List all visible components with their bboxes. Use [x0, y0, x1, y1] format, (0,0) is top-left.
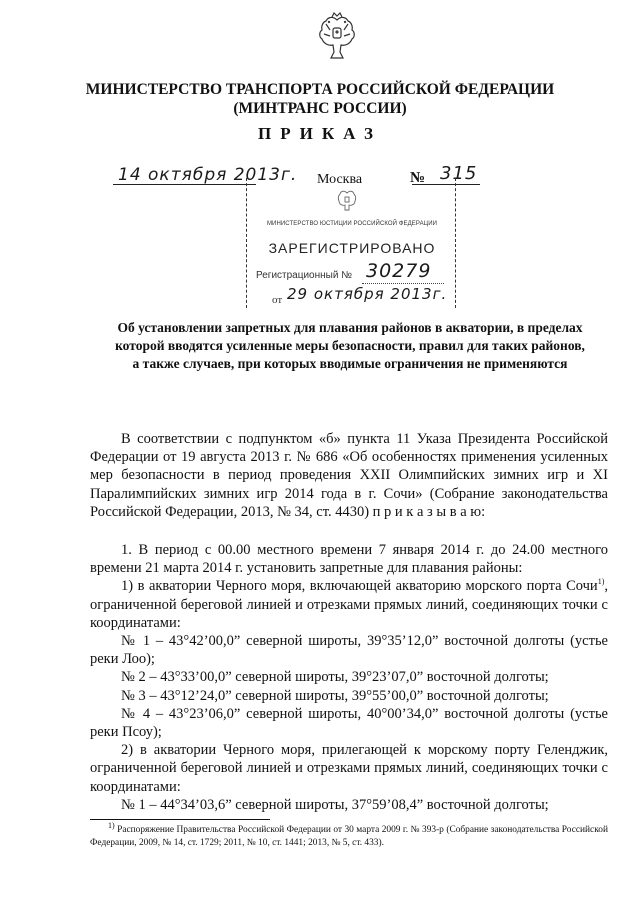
preamble-text: В соответствии с подпунктом «б» пункта 11 Указа Президента Российской Федерации от 19 августа 2013 г. № 686 «Об особенностях применения усиленных мер безопасности в период проведения XXII Олимпийских зимних игр и XI Паралимпийских зимних игр 2014 года в г. Сочи» (Собрание законодательства Российской Федерации, 2013, № 34, ст. 4430) п р и к а з ы в а ю: [90, 431, 608, 520]
order-title [90, 319, 610, 373]
subitem-1 [90, 577, 608, 632]
stamp-registration-label: Регистрационный № [256, 270, 352, 281]
coordinate-point: № 2 – 43°33’00,0” северной широты, 39°23’07,0” восточной долготы; [121, 669, 549, 686]
order-title-line: а также случаев, при которых вводимые ограничения не применяются [132, 356, 568, 371]
russian-double-headed-eagle-icon [316, 12, 358, 62]
coordinate-point: № 3 – 43°12’24,0” северной широты, 39°55’00,0” восточной долготы; [121, 687, 549, 704]
order-number: 315 [440, 163, 478, 184]
subitem-2: 2) в акватории Черного моря, прилегающей к морскому порту Геленджик, ограниченной береговой линией и отрезками прямых линий, соединяющих точки с координатами: [90, 742, 608, 795]
item-1: 1. В период с 00.00 местного времени 7 января 2014 г. до 24.00 местного времени 21 марта 2014 г. установить запретные для плавания районы: [90, 542, 608, 577]
coordinate-point: № 1 – 43°42’00,0” северной широты, 39°35’12,0” восточной долготы (устье реки Лоо); [90, 633, 608, 668]
subitem-1-text: 1) в акватории Черного моря, включающей акваторию морского порта Сочи [121, 578, 598, 595]
order-date: 14 октября 2013г. [118, 165, 298, 185]
stamp-organization: МИНИСТЕРСТВО ЮСТИЦИИ РОССИЙСКОЙ ФЕДЕРАЦИИ [266, 221, 438, 227]
subitem-1-text-cont: , ограниченной береговой линией и отрезками прямых линий, соединяющих точки с координатами: [90, 578, 608, 631]
order-body [90, 541, 608, 814]
footnote-text: Распоряжение Правительства Российской Федерации от 30 марта 2009 г. № 393-р (Собрание законодательства Российской Федерации, 2009, № 14, ст. 1729; 2011, № 10, ст. 1441; 2013, № 5, ст. 433). [90, 825, 608, 848]
order-heading: ПРИКАЗ [258, 124, 382, 143]
ministry-name: МИНИСТЕРСТВО ТРАНСПОРТА РОССИЙСКОЙ ФЕДЕРАЦИИ [85, 81, 555, 98]
stamp-registration-date: 29 октября 2013г. [287, 285, 448, 303]
number-sign: № [410, 170, 426, 186]
order-city: Москва [317, 172, 363, 187]
order-title-line: которой вводятся усиленные меры безопасности, правил для таких районов, [115, 338, 585, 353]
footnote-separator [90, 819, 270, 820]
coordinate-point: № 4 – 43°23’06,0” северной широты, 40°00’34,0” восточной долготы (устье реки Псоу); [90, 705, 608, 741]
stamp-registered: ЗАРЕГИСТРИРОВАНО [268, 240, 436, 256]
footnote [90, 820, 608, 849]
date-underline [113, 184, 256, 185]
ministry-abbreviation: (МИНТРАНС РОССИИ) [233, 100, 407, 117]
order-title-line: Об установлении запретных для плавания районов в акватории, в пределах [117, 320, 583, 335]
coordinate-point: № 1 – 44°34’03,6” северной широты, 37°59’08,4” восточной долготы; [121, 796, 549, 813]
footnote-reference: 1) [597, 577, 605, 587]
stamp-number-line [362, 283, 444, 284]
stamp-emblem-icon [336, 188, 358, 214]
preamble [90, 430, 608, 521]
stamp-from-label: от [272, 294, 283, 306]
footnote-mark: 1) [108, 820, 115, 830]
stamp-registration-number: 30279 [366, 260, 432, 282]
